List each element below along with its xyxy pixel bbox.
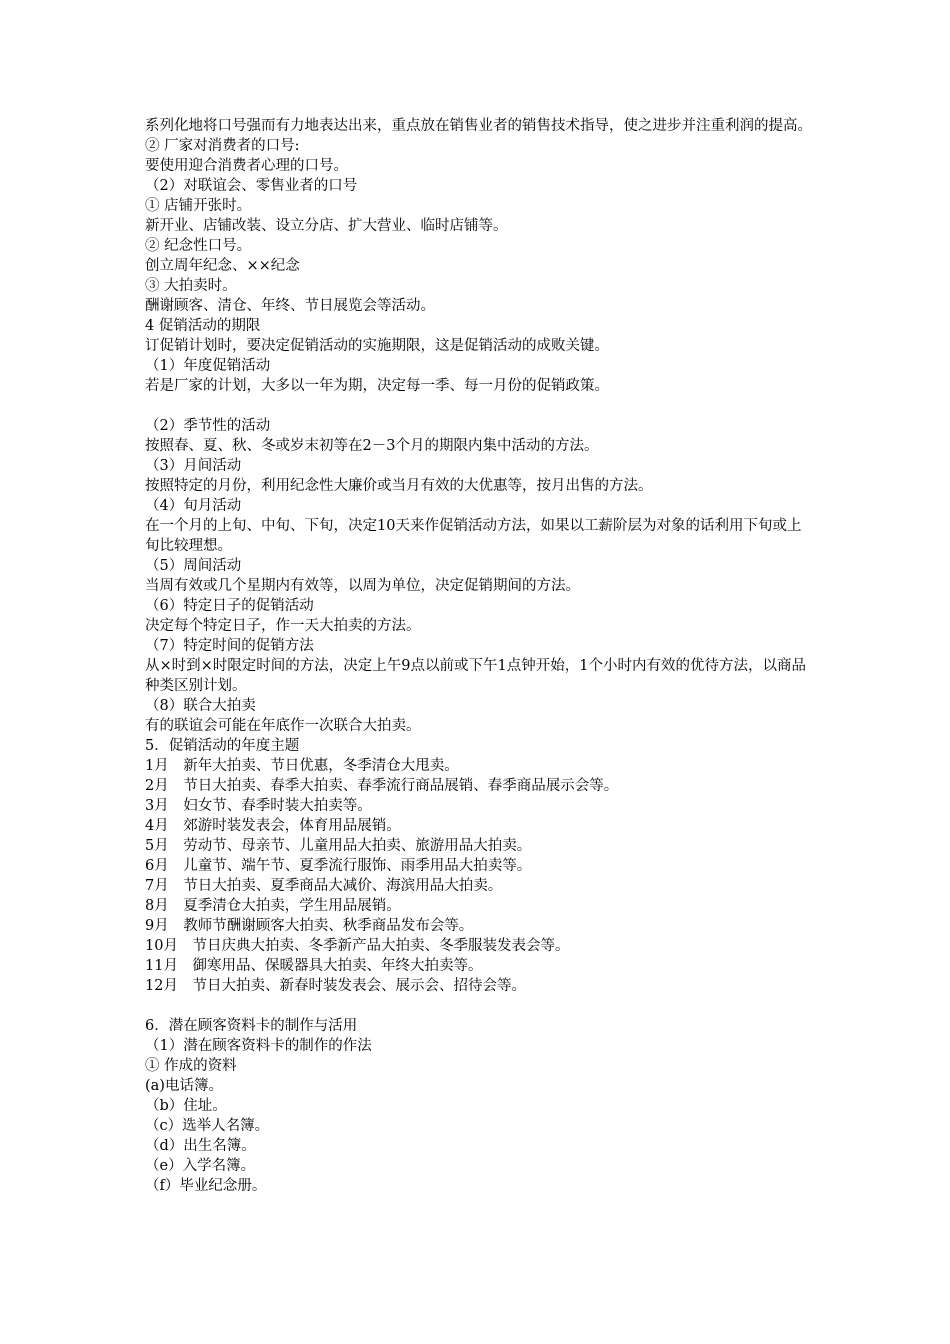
list-item: （d）出生名簿。 bbox=[145, 1138, 256, 1154]
document-page bbox=[145, 116, 815, 1196]
text-line: 订促销计划时，要决定促销活动的实施期限，这是促销活动的成败关键。 bbox=[145, 338, 609, 354]
text-line: 若是厂家的计划，大多以一年为期，决定每一季、每一月份的促销政策。 bbox=[145, 378, 609, 394]
list-item: （e）入学名簿。 bbox=[145, 1158, 256, 1174]
month-theme-line: 12月 节日大拍卖、新春时装发表会、展示会、招待会等。 bbox=[145, 978, 526, 994]
month-theme-line: 6月 儿童节、端午节、夏季流行服饰、雨季用品大拍卖等。 bbox=[145, 858, 532, 874]
text-line: 在一个月的上旬、中旬、下旬，决定10天来作促销活动方法，如果以工薪阶层为对象的话利用下旬或上旬比较理想。 bbox=[145, 518, 802, 554]
text-line: （1）年度促销活动 bbox=[145, 358, 271, 374]
month-theme-line: 5月 劳动节、母亲节、儿童用品大拍卖、旅游用品大拍卖。 bbox=[145, 838, 532, 854]
month-theme-line: 4月 郊游时装发表会，体育用品展销。 bbox=[145, 818, 401, 834]
list-item: (a)电话簿。 bbox=[145, 1078, 223, 1094]
blank-line bbox=[145, 996, 815, 1016]
text-line: 要使用迎合消费者心理的口号。 bbox=[145, 158, 348, 174]
month-theme-line: 3月 妇女节、春季时装大拍卖等。 bbox=[145, 798, 372, 814]
month-theme-line: 7月 节日大拍卖、夏季商品大减价、海滨用品大拍卖。 bbox=[145, 878, 503, 894]
list-item: （f）毕业纪念册。 bbox=[145, 1178, 267, 1194]
text-line: （3）月间活动 bbox=[145, 458, 242, 474]
month-theme-line: 8月 夏季清仓大拍卖，学生用品展销。 bbox=[145, 898, 401, 914]
section-heading: 6．潜在顾客资料卡的制作与活用 bbox=[145, 1018, 358, 1034]
text-line: （2）对联谊会、零售业者的口号 bbox=[145, 178, 358, 194]
text-line: 酬谢顾客、清仓、年终、节日展览会等活动。 bbox=[145, 298, 435, 314]
month-theme-line: 9月 教师节酬谢顾客大拍卖、秋季商品发布会等。 bbox=[145, 918, 474, 934]
text-line: （7）特定时间的促销方法 bbox=[145, 638, 314, 654]
text-line: （2）季节性的活动 bbox=[145, 418, 271, 434]
list-item: （b）住址。 bbox=[145, 1098, 227, 1114]
text-line: 有的联谊会可能在年底作一次联合大拍卖。 bbox=[145, 718, 421, 734]
month-theme-line: 2月 节日大拍卖、春季大拍卖、春季流行商品展销、春季商品展示会等。 bbox=[145, 778, 619, 794]
text-line: 新开业、店铺改装、设立分店、扩大营业、临时店铺等。 bbox=[145, 218, 508, 234]
text-line: 创立周年纪念、××纪念 bbox=[145, 258, 300, 274]
section-heading: 4 促销活动的期限 bbox=[145, 318, 261, 334]
text-line: ① 作成的资料 bbox=[145, 1058, 237, 1074]
text-line: 按照特定的月份，利用纪念性大廉价或当月有效的大优惠等，按月出售的方法。 bbox=[145, 478, 653, 494]
section-heading: 5．促销活动的年度主题 bbox=[145, 738, 300, 754]
month-theme-line: 10月 节日庆典大拍卖、冬季新产品大拍卖、冬季服装发表会等。 bbox=[145, 938, 570, 954]
month-theme-line: 11月 御寒用品、保暖器具大拍卖、年终大拍卖等。 bbox=[145, 958, 483, 974]
text-line: 系列化地将口号强而有力地表达出来，重点放在销售业者的销售技术指导，使之进步并注重利润的提高。 bbox=[145, 118, 812, 134]
text-line: 按照春、夏、秋、冬或岁末初等在2－3个月的期限内集中活动的方法。 bbox=[145, 438, 599, 454]
text-line: （6）特定日子的促销活动 bbox=[145, 598, 314, 614]
month-theme-line: 1月 新年大拍卖、节日优惠，冬季清仓大甩卖。 bbox=[145, 758, 459, 774]
text-line: 当周有效或几个星期内有效等，以周为单位，决定促销期间的方法。 bbox=[145, 578, 580, 594]
text-line: ② 纪念性口号。 bbox=[145, 238, 252, 254]
list-item: （c）选举人名簿。 bbox=[145, 1118, 270, 1134]
text-line: ② 厂家对消费者的口号: bbox=[145, 138, 300, 154]
text-line: （8）联合大拍卖 bbox=[145, 698, 256, 714]
blank-line bbox=[145, 396, 815, 416]
text-line: （5）周间活动 bbox=[145, 558, 242, 574]
text-line: （1）潜在顾客资料卡的制作的作法 bbox=[145, 1038, 372, 1054]
text-line: 从×时到×时限定时间的方法，决定上午9点以前或下午1点钟开始，1个小时内有效的优待方法，以商品种类区别计划。 bbox=[145, 658, 806, 694]
text-line: （4）旬月活动 bbox=[145, 498, 242, 514]
text-line: ③ 大拍卖时。 bbox=[145, 278, 237, 294]
text-line: ① 店铺开张时。 bbox=[145, 198, 252, 214]
text-line: 决定每个特定日子，作一天大拍卖的方法。 bbox=[145, 618, 421, 634]
